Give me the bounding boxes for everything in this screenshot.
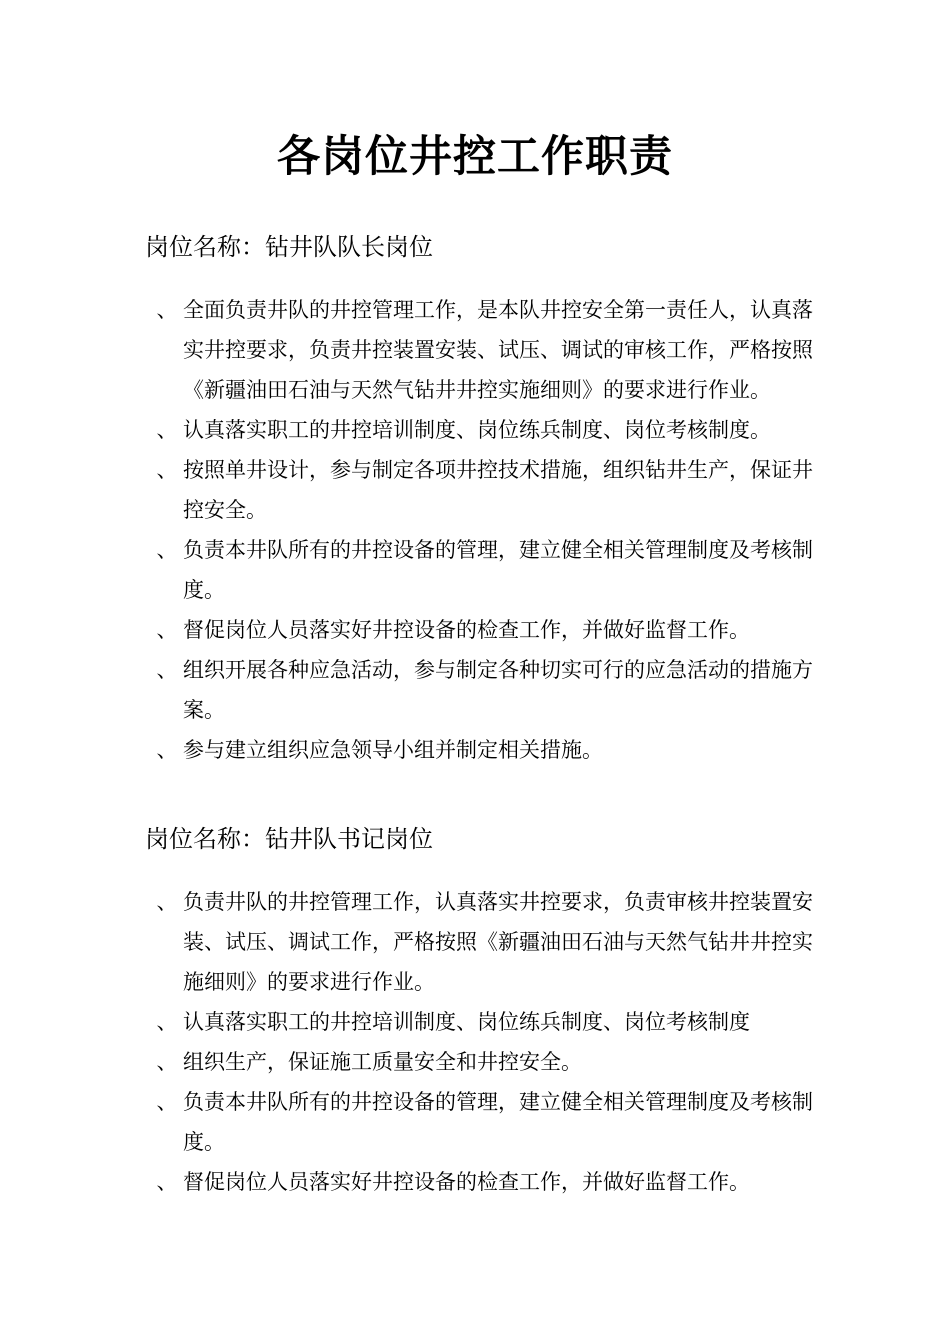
duty-list: [0, 882, 950, 1202]
duty-item: [156, 450, 815, 530]
duty-text: 全面负责井队的井控管理工作，是本队井控安全第一责任人，认真落实井控要求，负责井控装置安装、试压、调试的审核工作，严格按照《新疆油田石油与天然气钻井井控实施细则》的要求进行作业。: [183, 298, 813, 402]
duty-text: 督促岗位人员落实好井控设备的检查工作，并做好监督工作。: [183, 1170, 750, 1194]
duty-text: 负责本井队所有的井控设备的管理，建立健全相关管理制度及考核制度。: [183, 1090, 813, 1154]
duty-text: 参与建立组织应急领导小组并制定相关措施。: [183, 738, 603, 762]
section-heading: 岗位名称：钻井队队长岗位: [145, 233, 433, 261]
duty-text: 负责本井队所有的井控设备的管理，建立健全相关管理制度及考核制度。: [183, 538, 813, 602]
section-secretary: [0, 820, 950, 1202]
duty-text: 督促岗位人员落实好井控设备的检查工作，并做好监督工作。: [183, 618, 750, 642]
bullet-mark: 、: [156, 890, 178, 914]
bullet-mark: 、: [156, 538, 178, 562]
section-captain: [0, 228, 950, 770]
bullet-mark: 、: [156, 658, 178, 682]
bullet-mark: 、: [156, 1170, 178, 1194]
bullet-mark: 、: [156, 418, 178, 442]
duty-text: 认真落实职工的井控培训制度、岗位练兵制度、岗位考核制度。: [183, 418, 771, 442]
duty-text: 组织开展各种应急活动，参与制定各种切实可行的应急活动的措施方案。: [183, 658, 813, 722]
duty-item: [156, 730, 815, 770]
page-title: 各岗位井控工作职责: [277, 131, 673, 182]
bullet-mark: 、: [156, 738, 178, 762]
duty-item: [156, 530, 815, 610]
bullet-mark: 、: [156, 298, 178, 322]
duty-item: [156, 650, 815, 730]
section-heading: 岗位名称：钻井队书记岗位: [145, 825, 433, 853]
duty-text: 按照单井设计，参与制定各项井控技术措施，组织钻井生产，保证井控安全。: [183, 458, 813, 522]
bullet-mark: 、: [156, 618, 178, 642]
bullet-mark: 、: [156, 1010, 178, 1034]
bullet-mark: 、: [156, 1050, 178, 1074]
bullet-mark: 、: [156, 458, 178, 482]
duty-list: [0, 290, 950, 770]
duty-item: [156, 290, 815, 410]
duty-item: [156, 1002, 815, 1042]
duty-text: 认真落实职工的井控培训制度、岗位练兵制度、岗位考核制度: [183, 1010, 750, 1034]
duty-text: 负责井队的井控管理工作，认真落实井控要求，负责审核井控装置安装、试压、调试工作，严格按照《新疆油田石油与天然气钻井井控实施细则》的要求进行作业。: [183, 890, 813, 994]
duty-text: 组织生产，保证施工质量安全和井控安全。: [183, 1050, 582, 1074]
duty-item: [156, 1082, 815, 1162]
duty-item: [156, 1162, 815, 1202]
bullet-mark: 、: [156, 1090, 178, 1114]
duty-item: [156, 610, 815, 650]
duty-item: [156, 882, 815, 1002]
duty-item: [156, 410, 815, 450]
duty-item: [156, 1042, 815, 1082]
